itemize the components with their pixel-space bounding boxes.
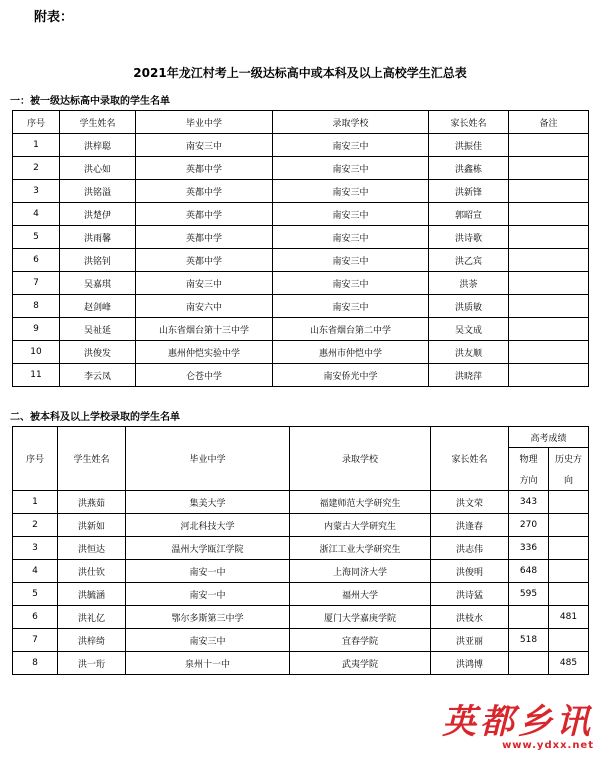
table-cell: [549, 560, 589, 583]
table-row: [13, 560, 589, 583]
table-row: [13, 629, 589, 652]
table-cell: 洪毓涵: [58, 583, 126, 606]
col-header-physics-line1: 物理: [509, 448, 549, 470]
table-row: [13, 318, 589, 341]
table-cell: 270: [509, 514, 549, 537]
table-cell: 上海同济大学: [290, 560, 431, 583]
col-header-physics-line2: 方向: [509, 469, 549, 491]
table-cell: 洪铭钊: [60, 249, 136, 272]
table-cell: 洪一珩: [58, 652, 126, 675]
table-cell: 惠州市仲恺中学: [273, 341, 429, 364]
col-header-remark: 备注: [509, 111, 589, 134]
table-row: [13, 203, 589, 226]
table-cell: [509, 226, 589, 249]
table-cell: 惠州仲恺实验中学: [136, 341, 273, 364]
table-row: [13, 249, 589, 272]
table-cell: [509, 318, 589, 341]
table-cell: 山东省烟台第二中学: [273, 318, 429, 341]
table-cell: 南安三中: [136, 272, 273, 295]
table-cell: 洪仕钦: [58, 560, 126, 583]
table-cell: 英都中学: [136, 226, 273, 249]
table-cell: 6: [13, 606, 58, 629]
table-row: [13, 341, 589, 364]
table-cell: 648: [509, 560, 549, 583]
col-header-student: 学生姓名: [58, 427, 126, 491]
table-row: [13, 583, 589, 606]
table-row: [13, 180, 589, 203]
table-cell: 洪志伟: [431, 537, 509, 560]
table-cell: [509, 652, 549, 675]
table-cell: 南安一中: [126, 583, 290, 606]
table-row: [13, 157, 589, 180]
section2-header-row: [13, 427, 589, 448]
table-cell: 洪亚丽: [431, 629, 509, 652]
table-cell: 洪新锋: [429, 180, 509, 203]
table-cell: [509, 295, 589, 318]
table-cell: 南安三中: [136, 134, 273, 157]
table-cell: 1: [13, 491, 58, 514]
table-cell: 洪梓聪: [60, 134, 136, 157]
table-cell: 宜春学院: [290, 629, 431, 652]
col-header-school: 毕业中学: [136, 111, 273, 134]
table-cell: 南安六中: [136, 295, 273, 318]
col-header-index: 序号: [13, 111, 60, 134]
table-cell: 7: [13, 272, 60, 295]
table-cell: 英都中学: [136, 180, 273, 203]
table-cell: 洪燕茹: [58, 491, 126, 514]
table-row: [13, 514, 589, 537]
table-cell: 洪俊明: [431, 560, 509, 583]
table-cell: [549, 491, 589, 514]
table-cell: 洪恒达: [58, 537, 126, 560]
table-cell: 吴嘉琪: [60, 272, 136, 295]
table-cell: 洪诗猛: [431, 583, 509, 606]
table-cell: 南安三中: [273, 203, 429, 226]
table-cell: 李云凤: [60, 364, 136, 387]
table-cell: 洪文荣: [431, 491, 509, 514]
table-cell: [509, 134, 589, 157]
section1-table: [12, 110, 589, 387]
table-cell: 洪鸿博: [431, 652, 509, 675]
col-header-history-line2: 向: [549, 469, 589, 491]
table-cell: 洪雨馨: [60, 226, 136, 249]
table-row: [13, 491, 589, 514]
table-cell: 赵剑峰: [60, 295, 136, 318]
page-title: 2021年龙江村考上一级达标高中或本科及以上高校学生汇总表: [133, 66, 467, 80]
attachment-label: 附表：: [34, 10, 74, 25]
table-cell: [509, 606, 549, 629]
table-cell: 内蒙古大学研究生: [290, 514, 431, 537]
table-cell: 集美大学: [126, 491, 290, 514]
table-row: [13, 537, 589, 560]
table-cell: 6: [13, 249, 60, 272]
table-cell: 洪楚伊: [60, 203, 136, 226]
table-cell: [509, 180, 589, 203]
table-cell: 洪晓萍: [429, 364, 509, 387]
table-cell: 481: [549, 606, 589, 629]
table-cell: 3: [13, 537, 58, 560]
col-header-admitted: 录取学校: [290, 427, 431, 491]
table-cell: 河北科技大学: [126, 514, 290, 537]
table-cell: 洪心如: [60, 157, 136, 180]
col-header-parent: 家长姓名: [429, 111, 509, 134]
table-cell: [509, 249, 589, 272]
table-cell: 8: [13, 295, 60, 318]
watermark-text: 英都乡讯: [442, 702, 594, 742]
table-cell: [549, 629, 589, 652]
section2-heading: 二、被本科及以上学校录取的学生名单: [10, 412, 180, 423]
table-cell: 洪新如: [58, 514, 126, 537]
table-cell: 南安三中: [273, 249, 429, 272]
table-cell: 洪荼: [429, 272, 509, 295]
table-row: [13, 134, 589, 157]
col-header-parent: 家长姓名: [431, 427, 509, 491]
table-cell: 厦门大学嘉庚学院: [290, 606, 431, 629]
table-cell: 洪礼亿: [58, 606, 126, 629]
section1-header-row: [13, 111, 589, 134]
table-cell: 英都中学: [136, 157, 273, 180]
table-cell: 鄂尔多斯第三中学: [126, 606, 290, 629]
table-cell: 浙江工业大学研究生: [290, 537, 431, 560]
table-cell: 2: [13, 157, 60, 180]
table-cell: 洪质敏: [429, 295, 509, 318]
table-cell: 5: [13, 583, 58, 606]
table-cell: 洪鑫栋: [429, 157, 509, 180]
table-cell: 福建师范大学研究生: [290, 491, 431, 514]
table-row: [13, 272, 589, 295]
table-cell: [509, 157, 589, 180]
table-cell: 泉州十一中: [126, 652, 290, 675]
table-cell: 南安侨光中学: [273, 364, 429, 387]
table-cell: 9: [13, 318, 60, 341]
table-row: [13, 295, 589, 318]
table-row: [13, 226, 589, 249]
section1-heading: 一：被一级达标高中录取的学生名单: [10, 96, 170, 107]
table-cell: 8: [13, 652, 58, 675]
table-cell: [509, 272, 589, 295]
table-cell: 洪铭溢: [60, 180, 136, 203]
table-cell: 4: [13, 560, 58, 583]
table-cell: 10: [13, 341, 60, 364]
table-cell: 洪梓绮: [58, 629, 126, 652]
table-cell: 南安三中: [273, 157, 429, 180]
col-header-admitted: 录取学校: [273, 111, 429, 134]
table-cell: 南安三中: [273, 272, 429, 295]
table-cell: 595: [509, 583, 549, 606]
table-cell: 吴祉延: [60, 318, 136, 341]
col-header-school: 毕业中学: [126, 427, 290, 491]
table-cell: 5: [13, 226, 60, 249]
table-cell: 洪俊发: [60, 341, 136, 364]
table-cell: 1: [13, 134, 60, 157]
table-cell: [549, 514, 589, 537]
table-cell: 武夷学院: [290, 652, 431, 675]
table-cell: 洪乙宾: [429, 249, 509, 272]
table-cell: 3: [13, 180, 60, 203]
table-cell: 洪振佳: [429, 134, 509, 157]
col-header-history-line1: 历史方: [549, 448, 589, 470]
table-cell: [509, 364, 589, 387]
table-cell: 洪枝水: [431, 606, 509, 629]
table-cell: 吴文成: [429, 318, 509, 341]
table-cell: 福州大学: [290, 583, 431, 606]
table-cell: 南安三中: [126, 629, 290, 652]
col-header-score-group: 高考成绩: [509, 427, 589, 448]
table-cell: 英都中学: [136, 203, 273, 226]
table-row: [13, 364, 589, 387]
table-cell: 英都中学: [136, 249, 273, 272]
table-cell: 11: [13, 364, 60, 387]
watermark: [442, 704, 594, 751]
col-header-student: 学生姓名: [60, 111, 136, 134]
table-cell: 洪诗歌: [429, 226, 509, 249]
table-cell: 336: [509, 537, 549, 560]
watermark-url: www.ydxx.net: [502, 740, 594, 751]
table-cell: [509, 341, 589, 364]
table-cell: 洪友顺: [429, 341, 509, 364]
table-cell: 南安三中: [273, 226, 429, 249]
table-cell: 343: [509, 491, 549, 514]
table-cell: [509, 203, 589, 226]
table-cell: 485: [549, 652, 589, 675]
section2-table: [12, 426, 589, 675]
table-cell: 仑苍中学: [136, 364, 273, 387]
table-cell: 2: [13, 514, 58, 537]
table-cell: [549, 583, 589, 606]
table-cell: 7: [13, 629, 58, 652]
table-row: [13, 652, 589, 675]
table-cell: 518: [509, 629, 549, 652]
table-cell: 温州大学瓯江学院: [126, 537, 290, 560]
table-cell: 4: [13, 203, 60, 226]
table-cell: 山东省烟台第十三中学: [136, 318, 273, 341]
table-cell: 洪逢春: [431, 514, 509, 537]
table-cell: 郭昭宣: [429, 203, 509, 226]
table-cell: 南安三中: [273, 180, 429, 203]
table-cell: [549, 537, 589, 560]
col-header-index: 序号: [13, 427, 58, 491]
table-cell: 南安一中: [126, 560, 290, 583]
table-cell: 南安三中: [273, 295, 429, 318]
table-row: [13, 606, 589, 629]
table-cell: 南安三中: [273, 134, 429, 157]
